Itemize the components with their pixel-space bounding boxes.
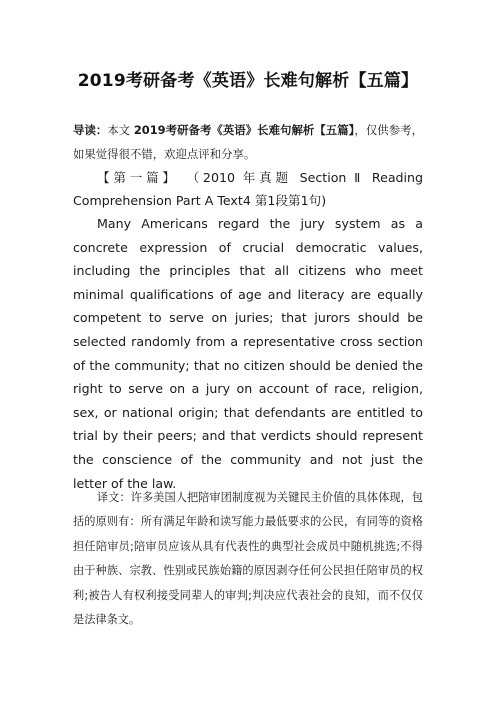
guide-lead-label: 导读： bbox=[73, 123, 108, 137]
section-source: （2010 年真题 Section Ⅱ Reading Comprehension Part A Text4 第1段第1句) bbox=[73, 170, 424, 209]
guide-paragraph bbox=[73, 118, 423, 167]
translation-paragraph: 译文：许多美国人把陪审团制度视为关键民主价值的具体体现，包括的原则有：所有满足年龄和读写能力最低要求的公民，有同等的资格担任陪审员;陪审员应该从具有代表性的典型社会成员中随机挑选;不得由于种族、宗教、性别或民族始籍的原因剥夺任何公民担任陪审员的权利;被告人有权利接受同辈人的审判;判决应代表社会的良知，而不仅仅是法律条文。 bbox=[73, 491, 423, 627]
english-sentence-paragraph: Many Americans regard the jury system as a concrete expression of crucial democratic values, including the principles that all citizens who meet minimal qualifications of age and literacy are equally competent to serve on juries; that jurors should be selected randomly from a representative cross section of the community; that no citizen should be denied the right to serve on a jury on account of race, religion, sex, or national origin; that defendants are entitled to trial by their peers; and that verdicts should represent the conscience of the community and not just the letter of the law. bbox=[73, 216, 423, 491]
section-label: 【第一篇】 bbox=[97, 170, 179, 185]
guide-document-name: 2019考研备考《英语》长难句解析【五篇】 bbox=[133, 123, 355, 137]
document-title: 2019考研备考《英语》长难句解析【五篇】 bbox=[77, 71, 419, 91]
guide-prefix: 本文 bbox=[107, 123, 134, 137]
section-heading bbox=[73, 166, 423, 212]
guide-suffix: ，仅供参考，如果觉得很不错，欢迎点评和分享。 bbox=[73, 123, 423, 162]
